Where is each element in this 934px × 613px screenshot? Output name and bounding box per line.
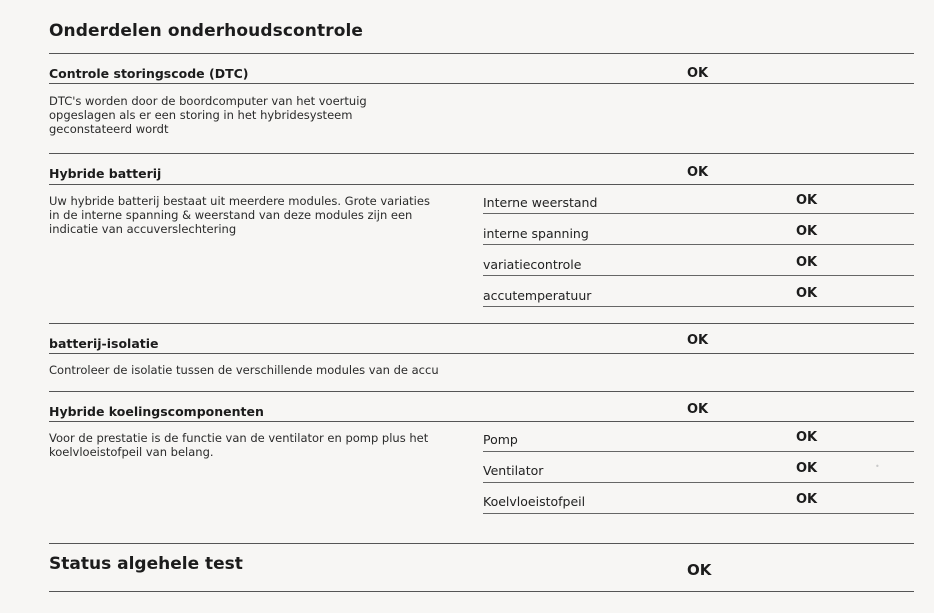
section-heading-battery: Hybride batterij	[49, 166, 162, 181]
description-line: Controleer de isolatie tussen de verschillende modules van de accu	[49, 363, 439, 377]
divider	[483, 451, 914, 452]
description-dtc	[49, 94, 367, 136]
section-heading-cooling: Hybride koelingscomponenten	[49, 404, 264, 419]
divider	[483, 213, 914, 214]
description-line: indicatie van accuverslechtering	[49, 222, 237, 236]
status-isolation: OK	[687, 333, 709, 348]
battery-item-label: Interne weerstand	[483, 195, 598, 210]
divider	[483, 482, 914, 483]
divider	[49, 184, 914, 185]
status-cooling: OK	[687, 402, 709, 417]
divider	[49, 391, 914, 392]
cooling-item-status: OK	[796, 492, 818, 507]
battery-item-status: OK	[796, 255, 818, 270]
divider	[483, 513, 914, 514]
cooling-item-status: OK	[796, 461, 818, 476]
section-heading-dtc: Controle storingscode (DTC)	[49, 66, 249, 81]
divider	[49, 591, 914, 592]
divider	[483, 275, 914, 276]
section-heading-isolation: batterij-isolatie	[49, 336, 159, 351]
battery-item-label: variatiecontrole	[483, 257, 582, 272]
overall-status: OK	[687, 561, 712, 579]
overall-status-title: Status algehele test	[49, 554, 243, 574]
battery-item-label: accutemperatuur	[483, 288, 592, 303]
description-line: DTC's worden door de boordcomputer van het voertuig	[49, 94, 367, 108]
divider	[49, 421, 914, 422]
cooling-item-label: Pomp	[483, 432, 518, 447]
speck: •	[875, 462, 880, 471]
divider	[483, 306, 914, 307]
description-line: Voor de prestatie is de functie van de ventilator en pomp plus het	[49, 431, 429, 445]
battery-item-status: OK	[796, 224, 818, 239]
description-line: opgeslagen als er een storing in het hybridesysteem	[49, 108, 353, 122]
divider	[49, 353, 914, 354]
description-line: Uw hybride batterij bestaat uit meerdere modules. Grote variaties	[49, 194, 430, 208]
divider	[49, 153, 914, 154]
description-line: koelvloeistofpeil van belang.	[49, 445, 214, 459]
page-title: Onderdelen onderhoudscontrole	[49, 21, 364, 41]
divider	[49, 83, 914, 84]
description-isolation	[49, 363, 439, 377]
divider	[49, 543, 914, 544]
divider	[49, 53, 914, 54]
status-battery: OK	[687, 165, 709, 180]
battery-item-status: OK	[796, 193, 818, 208]
battery-item-label: interne spanning	[483, 226, 589, 241]
description-battery	[49, 194, 430, 236]
status-dtc: OK	[687, 66, 709, 81]
description-cooling	[49, 431, 428, 459]
divider	[49, 323, 914, 324]
battery-item-status: OK	[796, 286, 818, 301]
divider	[483, 244, 914, 245]
cooling-item-label: Koelvloeistofpeil	[483, 494, 586, 509]
description-line: geconstateerd wordt	[49, 122, 169, 136]
cooling-item-status: OK	[796, 430, 818, 445]
description-line: in de interne spanning & weerstand van deze modules zijn een	[49, 208, 413, 222]
cooling-item-label: Ventilator	[483, 463, 544, 478]
